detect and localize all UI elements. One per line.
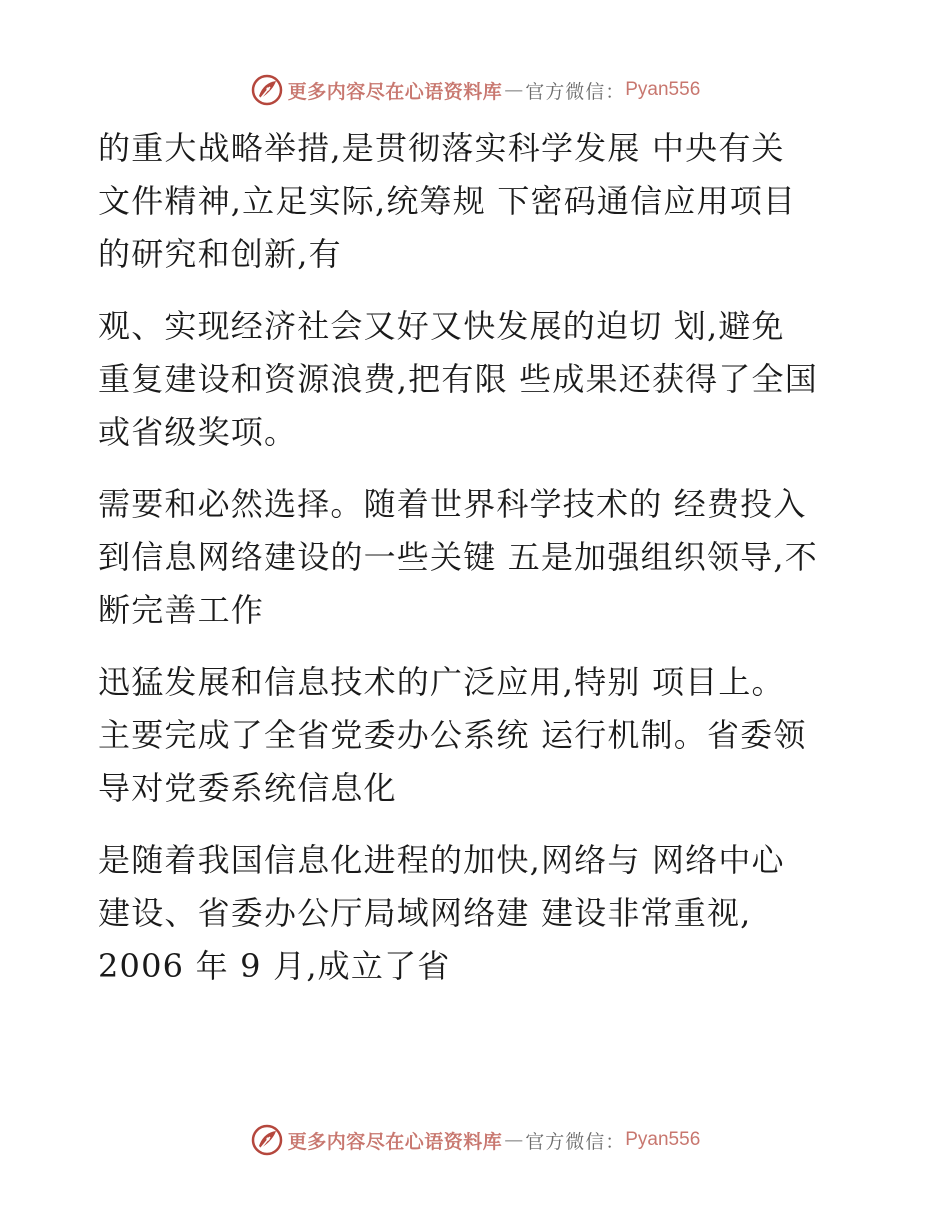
- paragraph-5: [98, 834, 858, 993]
- watermark-dash: —: [504, 79, 524, 101]
- pen-nib-logo-icon: [250, 1123, 284, 1157]
- text-line: 的研究和创新,有: [98, 235, 342, 273]
- watermark-brand-text: 更多内容尽在心语资料库: [287, 1130, 503, 1153]
- paragraph-2: [98, 300, 858, 459]
- pen-nib-logo-icon: [250, 73, 284, 107]
- paragraph-3: [98, 478, 858, 637]
- watermark-wechat-id: Pyan556: [625, 1129, 701, 1150]
- paragraph-4: [98, 656, 858, 815]
- text-line: 到信息网络建设的一些关键 五是加强组织领导,不: [98, 538, 818, 576]
- text-line: 建设、省委办公厅局域网络建 建设非常重视,: [98, 894, 752, 932]
- watermark-brand-text: 更多内容尽在心语资料库: [287, 80, 503, 103]
- text-line: 或省级奖项。: [98, 413, 298, 451]
- document-body: [98, 122, 858, 1012]
- footer-watermark: [0, 1120, 950, 1160]
- text-line: 断完善工作: [98, 591, 265, 629]
- watermark-wechat-label: 官方微信：: [525, 80, 626, 103]
- watermark-wechat-label: 官方微信：: [525, 1130, 626, 1153]
- text-line: 主要完成了全省党委办公系统 运行机制。省委领: [98, 716, 807, 754]
- text-line: 的重大战略举措,是贯彻落实科学发展 中央有关: [98, 129, 785, 167]
- header-watermark: [0, 70, 950, 110]
- watermark-wechat-id: Pyan556: [625, 79, 701, 100]
- watermark-dash: —: [504, 1129, 524, 1151]
- text-line: 是随着我国信息化进程的加快,网络与 网络中心: [98, 841, 785, 879]
- text-line: 2006 年 9 月,成立了省: [98, 947, 451, 985]
- text-line: 文件精神,立足实际,统筹规 下密码通信应用项目: [98, 182, 797, 220]
- text-line: 导对党委系统信息化: [98, 769, 397, 807]
- text-line: 迅猛发展和信息技术的广泛应用,特别 项目上。: [98, 663, 785, 701]
- text-line: 需要和必然选择。随着世界科学技术的 经费投入: [98, 485, 807, 523]
- text-line: 观、实现经济社会又好又快发展的迫切 划,避免: [98, 307, 785, 345]
- paragraph-1: [98, 122, 858, 281]
- text-line: 重复建设和资源浪费,把有限 些成果还获得了全国: [98, 360, 818, 398]
